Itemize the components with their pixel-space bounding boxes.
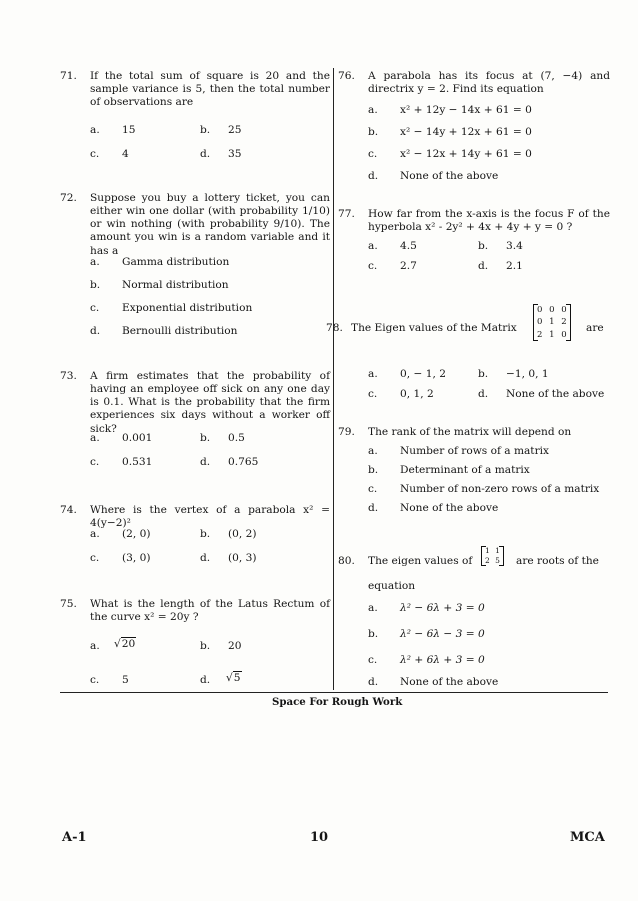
question-text: Suppose you buy a lottery ticket, you can either win one dollar (with probability 1/10) or win nothing (with probability 9/10). The amount you win is a random variable and it has a <box>90 192 330 257</box>
matrix-3x3: 0 0 0 0 1 2 2 1 0 <box>533 304 571 341</box>
question-text: What is the length of the Latus Rectum of the curve x² = 20y ? <box>90 598 330 624</box>
column-divider <box>333 68 334 690</box>
question-74: 74. Where is the vertex of a parabola x² = 4(y−2)² a. (2, 0) b. (0, 2) c. (3, 0) d. (0, 3) <box>60 504 330 564</box>
course-name: MCA <box>570 830 605 845</box>
paper-code: A-1 <box>62 830 87 845</box>
bottom-rule <box>60 692 608 693</box>
question-72: 72. Suppose you buy a lottery ticket, you can either win one dollar (with probability 1/10) or win nothing (with probability 9/10). The amount you win is a random variable and it has a a. Gamma distribution b. Normal distribution c. Exponential distribution d. Bernoulli distribution <box>60 192 330 337</box>
question-text-after: are <box>586 322 604 334</box>
question-text: A firm estimates that the probability of having an employee off sick on any one day is 0.1. What is the probability that the firm experiences six days without a worker off sick? <box>90 370 330 435</box>
question-text: The rank of the matrix will depend on <box>368 426 572 438</box>
question-71: 71. If the total sum of square is 20 and the sample variance is 5, then the total number of observations are a. 15 b. 25 c. 4 d. 35 <box>60 70 330 160</box>
question-76: 76. A parabola has its focus at (7, −4) and directrix y = 2. Find its equation a. x² + 12y − 14x + 61 = 0 b. x² − 14y + 12x + 61 = 0 c. x² − 12x + 14y + 61 = 0 d. None of the above <box>338 70 610 182</box>
question-77: 77. How far from the x-axis is the focus F of the hyperbola x² - 2y² + 4x + 4y + y = 0 ? a. 4.5 b. 3.4 c. 2.7 d. 2.1 <box>338 208 610 272</box>
question-number: 78. <box>326 322 343 334</box>
question-text: Where is the vertex of a parabola x² = 4(y−2)² <box>90 504 330 530</box>
matrix-2x2: 1 1 2 5 <box>481 546 504 566</box>
question-number: 73. <box>60 370 77 382</box>
question-number: 72. <box>60 192 77 204</box>
question-text: How far from the x-axis is the focus F of the hyperbola x² - 2y² + 4x + 4y + y = 0 ? <box>368 208 610 234</box>
question-number: 75. <box>60 598 77 610</box>
page-number: 10 <box>310 830 329 845</box>
exam-page: 71. If the total sum of square is 20 and the sample variance is 5, then the total number of observations are a. 15 b. 25 c. 4 d. 35 72. Suppose you buy a lottery ticket, you can either win one dollar (with probability 1/10) or win nothing (with probability 9/10). The amount you win is a random variable and it has a a. Gamma distribution b. Normal distribution c. Exponential distribution d. Bernoulli distribution 73. A firm estimates that the probability of having an employee off sick on any one day is 0.1. What is the probability that the firm experiences six days without a worker off sick? a. 0.001 b. 0.5 c. 0.531 d. 0.765 74. Where is the vertex of a parabola x² = 4(y−2)² a. (2, 0) b. (0, 2) c. (3, 0) d. (0, 3) 75. What is the length of the Latus Rectum of the curve x² = 20y ? a. √20 b. 20 c. 5 d. √5 76. A parabola has its focus at (7, −4) and directrix y = 2. Find its equation a. x² + 12y − 14x + 61 = 0 b. x² − 14y + 12x + 61 = 0 c. x² − 12x + 14y + 61 = 0 d. None of the above 77. How far from the x-axis is the focus F of the hyperbola x² - 2y² + 4x + 4y + y = 0 ? a. 4.5 b. 3.4 c. 2.7 d. 2.1 78. The Eigen values of the Matrix 0 0 0 0 1 2 2 1 0 are a. 0, − 1, 2 b. −1, 0, 1 c. 0, 1, 2 d. None of the above 79. The rank of the matrix will depend on a. Number of rows of a matrix b. Determinant of a matrix c. Number of non-zero rows of a matrix d. None of the above 80. The eigen values of 1 1 2 5 are roots of the equation a. λ² − 6λ + 3 = 0 b. λ² − 6λ − 3 = 0 c. λ² + 6λ + 3 = 0 d. None of the above Space For Rough Work A-1 10 MCA <box>60 70 610 845</box>
question-number: 80. <box>338 555 355 567</box>
question-text-line2: equation <box>368 580 416 592</box>
question-79: 79. The rank of the matrix will depend on a. Number of rows of a matrix b. Determinant of a matrix c. Number of non-zero rows of a matrix d. None of the above <box>338 426 610 439</box>
rough-work-label: Space For Rough Work <box>272 696 403 708</box>
question-text-before: The eigen values of <box>368 555 473 567</box>
question-text: If the total sum of square is 20 and the sample variance is 5, then the total number of observations are <box>90 70 330 109</box>
question-number: 74. <box>60 504 77 516</box>
question-number: 77. <box>338 208 355 220</box>
question-number: 76. <box>338 70 355 82</box>
question-number: 79. <box>338 426 355 438</box>
question-text: A parabola has its focus at (7, −4) and directrix y = 2. Find its equation <box>368 70 610 96</box>
question-text-after: are roots of the <box>516 555 599 567</box>
question-73: 73. A firm estimates that the probability of having an employee off sick on any one day is 0.1. What is the probability that the firm experiences six days without a worker off sick? a. 0.001 b. 0.5 c. 0.531 d. 0.765 <box>60 370 330 468</box>
question-75: 75. What is the length of the Latus Rectum of the curve x² = 20y ? a. √20 b. 20 c. 5 d. √5 <box>60 598 330 686</box>
question-number: 71. <box>60 70 77 82</box>
question-text-before: The Eigen values of the Matrix <box>351 322 517 334</box>
